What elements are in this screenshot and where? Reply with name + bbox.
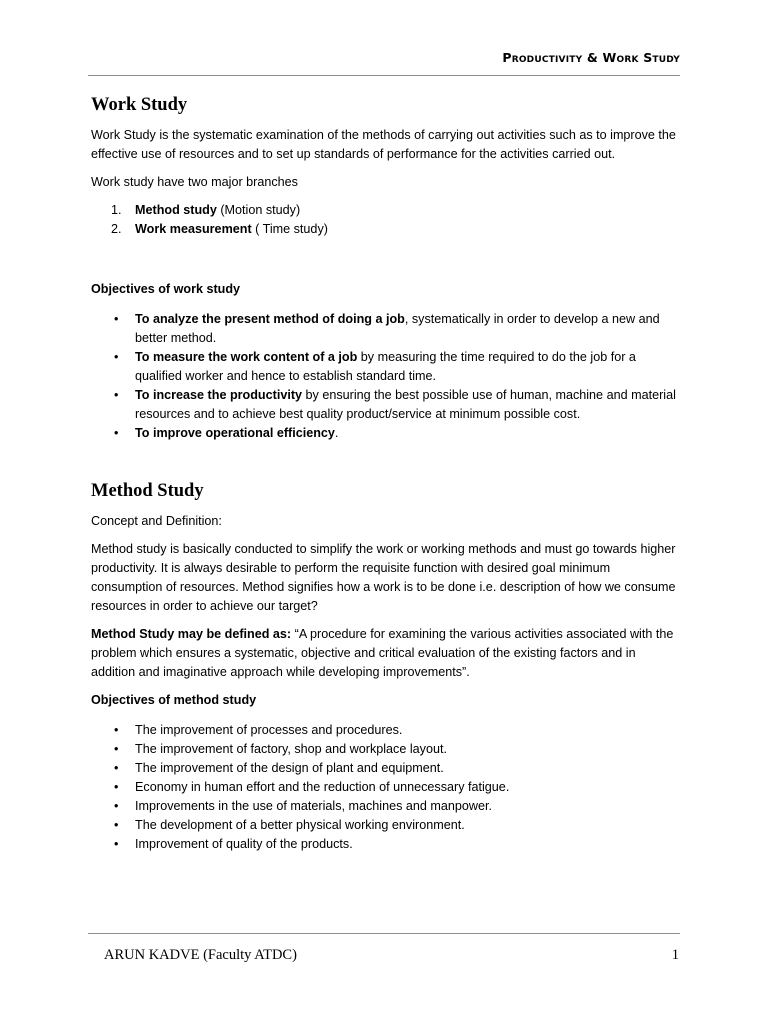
list-number: 2.: [111, 222, 122, 236]
method-study-heading: Method Study: [91, 481, 204, 501]
list-item-bold: To analyze the present method of doing a job: [135, 312, 405, 326]
bullet-icon: •: [114, 780, 119, 794]
bullet-icon: •: [114, 312, 119, 326]
bullet-icon: •: [114, 723, 119, 737]
list-item: [91, 310, 681, 348]
bullet-icon: •: [114, 388, 119, 402]
list-item-text: by ensuring the best possible use of human, machine and material resources and to achieve best quality product/service at minimum possible cost.: [135, 388, 676, 421]
list-item-text: The development of a better physical working environment.: [135, 818, 465, 832]
footer-author: ARUN KADVE (Faculty ATDC): [104, 947, 297, 963]
work-study-intro: Work Study is the systematic examination of the methods of carrying out activities such as to improve the effective use of resources and to set up standards of performance for the activities carried out.: [91, 128, 676, 161]
work-study-objectives-list: [91, 310, 681, 443]
list-item-text: .: [334, 426, 339, 440]
work-study-objectives-heading: Objectives of work study: [91, 282, 241, 296]
list-item-text: Improvements in the use of materials, machines and manpower.: [135, 799, 492, 813]
bullet-icon: •: [114, 799, 119, 813]
list-item: [91, 220, 681, 239]
list-item: [91, 721, 681, 740]
list-item: [91, 778, 681, 797]
bullet-icon: •: [114, 426, 119, 440]
method-study-objectives-list: [91, 721, 681, 854]
list-item-text: by measuring the time required to do the job for a qualified worker and hence to establish standard time.: [135, 350, 636, 383]
list-item: [91, 816, 681, 835]
list-item: [91, 835, 681, 854]
list-item-text: The improvement of processes and procedures.: [135, 723, 403, 737]
list-item-text: The improvement of factory, shop and workplace layout.: [135, 742, 447, 756]
work-study-heading: Work Study: [91, 95, 188, 115]
list-item-text: The improvement of the design of plant and equipment.: [135, 761, 444, 775]
list-item-bold: To measure the work content of a job: [135, 350, 358, 364]
list-item: [91, 386, 681, 424]
page-number: 1: [671, 947, 679, 963]
list-item: [91, 759, 681, 778]
list-item-text: Economy in human effort and the reduction of unnecessary fatigue.: [135, 780, 510, 794]
method-study-objectives-heading: Objectives of method study: [91, 693, 257, 707]
branches-list: [91, 201, 681, 239]
list-item: [91, 201, 681, 220]
bullet-icon: •: [114, 818, 119, 832]
concept-heading: Concept and Definition:: [91, 514, 222, 528]
branches-lead: Work study have two major branches: [91, 175, 298, 189]
list-item: [91, 348, 681, 386]
definition-body: “A procedure for examining the various activities associated with the problem which ensures a systematic, objective and critical evaluation of the existing factors and in addition and imaginative approach while developing improvements”.: [91, 627, 674, 679]
concept-text: Method study is basically conducted to simplify the work or working methods and must go towards higher productivity. It is always desirable to perform the requisite function with desired goal minimum consumption of resources. Method signifies how a work is to be done i.e. description of how we consume resources in order to achieve our target?: [91, 542, 676, 613]
list-item-bold: To improve operational efficiency: [135, 426, 335, 440]
bullet-icon: •: [114, 837, 119, 851]
page-content: [91, 91, 681, 854]
definition-text: [91, 625, 681, 682]
bullet-icon: •: [114, 350, 119, 364]
list-item-bold: To increase the productivity: [135, 388, 303, 402]
list-item-bold: Work measurement: [135, 222, 252, 236]
list-item-text: (Motion study): [216, 203, 301, 217]
list-item-text: Improvement of quality of the products.: [135, 837, 353, 851]
list-item: [91, 424, 681, 443]
bullet-icon: •: [114, 761, 119, 775]
footer-rule: [88, 933, 680, 934]
header-rule: [88, 75, 680, 76]
list-item-text: , systematically in order to develop a new and better method.: [135, 312, 660, 345]
list-item: [91, 797, 681, 816]
bullet-icon: •: [114, 742, 119, 756]
list-item-bold: Method study: [135, 203, 217, 217]
list-number: 1.: [111, 203, 122, 217]
definition-bold: Method Study may be defined as:: [91, 627, 292, 641]
list-item: [91, 740, 681, 759]
list-item-text: ( Time study): [251, 222, 328, 236]
running-header: Productivity & Work Study: [502, 50, 680, 65]
